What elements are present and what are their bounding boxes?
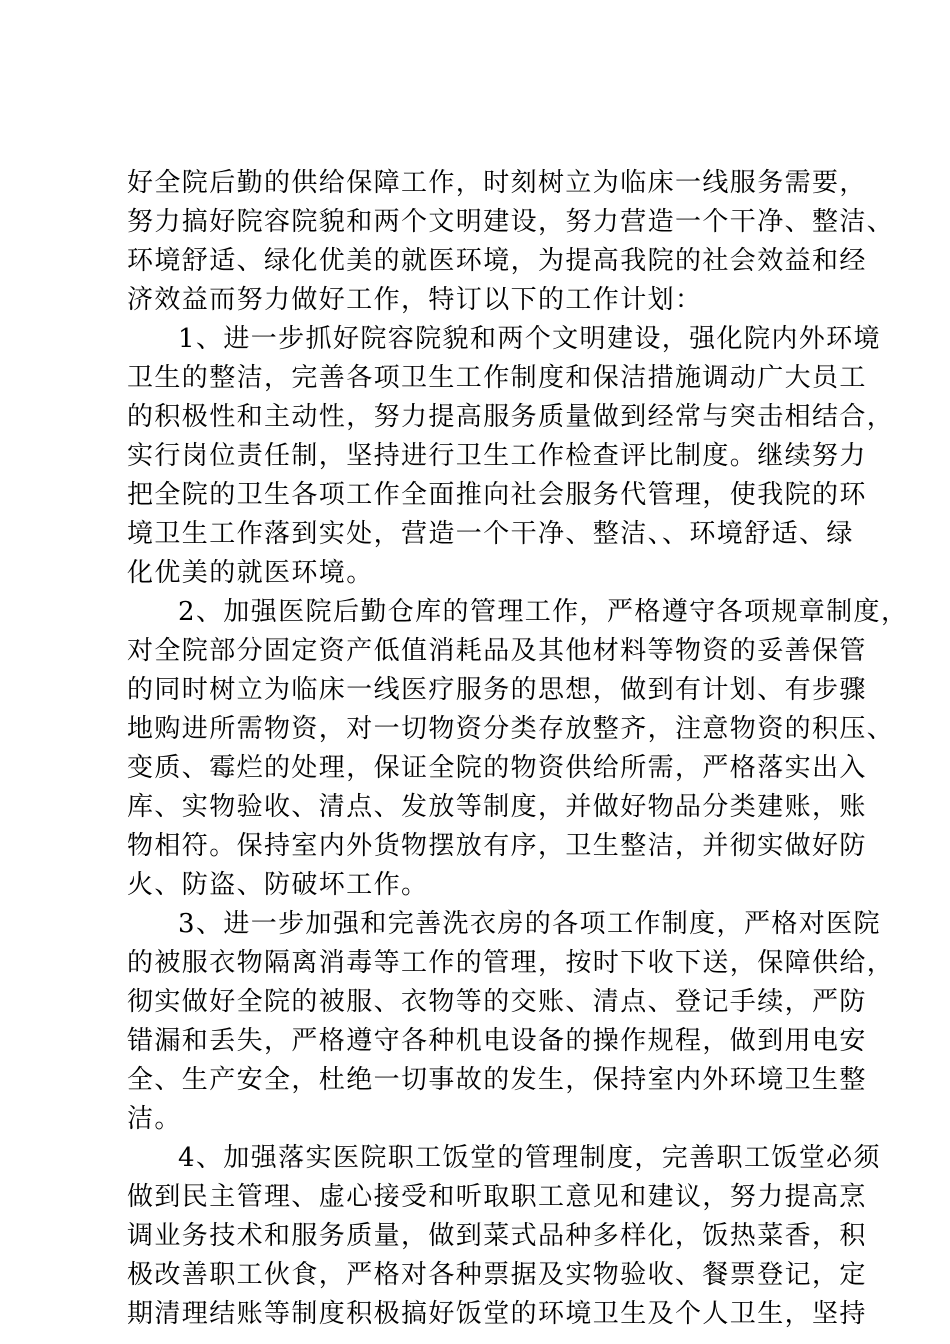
text-line: 境卫生工作落到实处，营造一个干净、整洁、、环境舒适、绿 [127,519,854,549]
text-line: 的同时树立为临床一线医疗服务的思想，做到有计划、有步骤 [127,675,867,705]
text-line: 4、加强落实医院职工饭堂的管理制度，完善职工饭堂必须 [178,1143,881,1173]
text-line: 化优美的就医环境。 [127,558,374,588]
text-line: 实行岗位责任制，坚持进行卫生工作检查评比制度。继续努力 [127,441,867,471]
text-line: 3、进一步加强和完善洗衣房的各项工作制度，严格对医院 [178,909,881,939]
text-line: 火、防盗、防破坏工作。 [127,870,429,900]
text-line: 2、加强医院后勤仓库的管理工作，严格遵守各项规章制度， [178,597,909,627]
text-line: 变质、霉烂的处理，保证全院的物资供给所需，严格落实出入 [127,753,867,783]
text-line: 做到民主管理、虚心接受和听取职工意见和建议，努力提高烹 [127,1182,867,1212]
text-line: 地购进所需物资，对一切物资分类存放整齐，注意物资的积压、 [127,714,895,744]
text-line: 对全院部分固定资产低值消耗品及其他材料等物资的妥善保管 [127,636,867,666]
text-line: 调业务技术和服务质量，做到菜式品种多样化，饭热菜香，积 [127,1221,867,1251]
text-line: 库、实物验收、清点、发放等制度，并做好物品分类建账，账 [127,792,867,822]
text-line: 的积极性和主动性，努力提高服务质量做到经常与突击相结合， [127,402,895,432]
text-line: 卫生的整洁，完善各项卫生工作制度和保洁措施调动广大员工 [127,363,867,393]
text-line: 努力搞好院容院貌和两个文明建设，努力营造一个干净、整洁、 [127,207,895,237]
text-line: 期清理结账等制度积极搞好饭堂的环境卫生及个人卫生，坚持 [127,1299,867,1329]
text-line: 1、进一步抓好院容院貌和两个文明建设，强化院内外环境 [178,324,881,354]
text-line: 把全院的卫生各项工作全面推向社会服务代管理，使我院的环 [127,480,867,510]
text-line: 彻实做好全院的被服、衣物等的交账、清点、登记手续，严防 [127,987,867,1017]
text-line: 洁。 [127,1104,182,1134]
text-line: 的被服衣物隔离消毒等工作的管理，按时下收下送，保障供给， [127,948,895,978]
text-line: 物相符。保持室内外货物摆放有序，卫生整洁，并彻实做好防 [127,831,867,861]
text-line: 好全院后勤的供给保障工作，时刻树立为临床一线服务需要， [127,168,867,198]
text-line: 错漏和丢失，严格遵守各种机电设备的操作规程，做到用电安 [127,1026,867,1056]
text-line: 环境舒适、绿化优美的就医环境，为提高我院的社会效益和经 [127,246,867,276]
text-line: 济效益而努力做好工作，特订以下的工作计划： [127,285,703,315]
text-line: 全、生产安全，杜绝一切事故的发生，保持室内外环境卫生整 [127,1065,867,1095]
text-line: 极改善职工伙食，严格对各种票据及实物验收、餐票登记，定 [127,1260,867,1290]
